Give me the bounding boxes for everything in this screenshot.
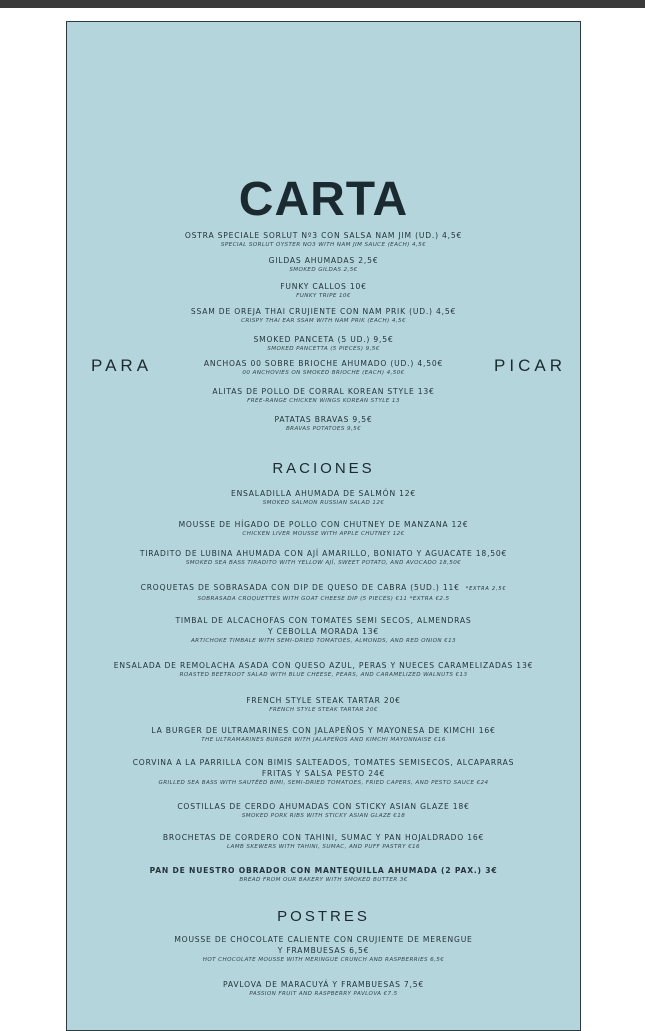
item-translation: CRISPY THAI EAR SSAM WITH NAM PRIK (EACH) 4,5€ xyxy=(241,318,406,324)
menu-item xyxy=(67,281,580,301)
menu-item xyxy=(67,615,580,646)
item-translation: FREE-RANGE CHICKEN WINGS KOREAN STYLE 13 xyxy=(247,398,400,404)
item-name-row xyxy=(67,582,580,595)
menu-item xyxy=(67,979,580,999)
item-translation: BRAVAS POTATOES 9,5€ xyxy=(285,426,362,432)
item-name-cont: Y CEBOLLA MORADA 13€ xyxy=(268,627,379,636)
item-name: FUNKY CALLOS 10€ xyxy=(280,282,367,291)
menu-item xyxy=(67,865,580,885)
menu-item xyxy=(67,725,580,745)
item-translation: CHICKEN LIVER MOUSSE WITH APPLE CHUTNEY 12€ xyxy=(242,531,405,537)
menu-item xyxy=(67,695,580,715)
menu-item xyxy=(67,757,580,788)
item-translation: FRENCH STYLE STEAK TARTAR 20€ xyxy=(269,707,378,713)
item-name: GILDAS AHUMADAS 2,5€ xyxy=(268,256,379,265)
menu-item xyxy=(67,306,580,326)
item-name: TIRADITO DE LUBINA AHUMADA CON AJÍ AMARILLO, BONIATO Y AGUACATE 18,50€ xyxy=(139,549,508,558)
section-heading-postres: POSTRES xyxy=(277,908,370,925)
menu-item xyxy=(67,660,580,680)
menu-item xyxy=(67,801,580,821)
item-name: LA BURGER DE ULTRAMARINES CON JALAPEÑOS Y MAYONESA DE KIMCHI 16€ xyxy=(151,726,496,735)
item-name: MOUSSE DE CHOCOLATE CALIENTE CON CRUJIENTE DE MERENGUE xyxy=(174,935,473,944)
item-name: ENSALADILLA AHUMADA DE SALMÓN 12€ xyxy=(230,489,417,498)
menu-item xyxy=(67,358,580,378)
item-translation: ARTICHOKE TIMBALE WITH SEMI-DRIED TOMATOES, ALMONDS, AND RED ONION €13 xyxy=(190,638,457,644)
item-name: BROCHETAS DE CORDERO CON TAHINI, SUMAC Y PAN HOJALDRADO 16€ xyxy=(162,833,485,842)
window-top-bar xyxy=(0,0,645,8)
item-name: PAVLOVA DE MARACUYÁ Y FRAMBUESAS 7,5€ xyxy=(222,980,425,989)
item-translation: SOBRASADA CROQUETTES WITH GOAT CHEESE DIP (5 PIECES) €11 *EXTRA €2.5 xyxy=(197,596,450,602)
item-name: FRENCH STYLE STEAK TARTAR 20€ xyxy=(246,696,401,705)
menu-item xyxy=(67,230,580,250)
item-translation: SMOKED PANCETTA (5 PIECES) 9,5€ xyxy=(267,346,380,352)
item-translation: HOT CHOCOLATE MOUSSE WITH MERINGUE CRUNCH AND RASPBERRIES 6,5€ xyxy=(202,957,445,963)
menu-item xyxy=(67,414,580,434)
menu-item xyxy=(67,519,580,539)
side-label-para: PARA xyxy=(91,356,153,375)
item-name-cont: FRITAS Y SALSA PESTO 24€ xyxy=(261,769,386,778)
item-translation: SMOKED SEA BASS TIRADITO WITH YELLOW AJÍ, SWEET POTATO, AND AVOCADO 18,50€ xyxy=(185,560,462,566)
item-name: TIMBAL DE ALCACHOFAS CON TOMATES SEMI SECOS, ALMENDRAS xyxy=(175,616,472,625)
section-heading-raciones: RACIONES xyxy=(272,460,375,477)
menu-item xyxy=(67,386,580,406)
item-translation: 00 ANCHOVIES ON SMOKED BRIOCHE (EACH) 4,50€ xyxy=(242,370,405,376)
item-translation: GRILLED SEA BASS WITH SAUTÉED BIMI, SEMI-DRIED TOMATOES, FRIED CAPERS, AND PESTO SAUCE €24 xyxy=(158,780,489,786)
menu-item xyxy=(67,832,580,852)
menu-item xyxy=(67,488,580,508)
item-name-cont: Y FRAMBUESAS 6,5€ xyxy=(277,946,370,955)
item-name: SSAM DE OREJA THAI CRUJIENTE CON NAM PRIK (UD.) 4,5€ xyxy=(190,307,457,316)
item-translation: SMOKED PORK RIBS WITH STICKY ASIAN GLAZE €18 xyxy=(241,813,406,819)
menu-item xyxy=(67,548,580,568)
item-translation: PASSION FRUIT AND RASPBERRY PAVLOVA €7.5 xyxy=(249,991,398,997)
item-name: PATATAS BRAVAS 9,5€ xyxy=(274,415,373,424)
side-label-picar: PICAR xyxy=(494,356,566,375)
item-translation: SMOKED SALMON RUSSIAN SALAD 12€ xyxy=(262,500,385,506)
item-name: MOUSSE DE HÍGADO DE POLLO CON CHUTNEY DE MANZANA 12€ xyxy=(178,520,469,529)
menu-item xyxy=(67,934,580,965)
menu-item xyxy=(67,334,580,354)
item-translation: FUNKY TRIPE 10€ xyxy=(296,293,351,299)
item-name: COSTILLAS DE CERDO AHUMADAS CON STICKY ASIAN GLAZE 18€ xyxy=(177,802,470,811)
item-name: OSTRA SPECIALE SORLUT Nº3 CON SALSA NAM JIM (UD.) 4,5€ xyxy=(184,231,463,240)
menu-item xyxy=(67,582,580,604)
item-name: ALITAS DE POLLO DE CORRAL KOREAN STYLE 13€ xyxy=(212,387,435,396)
item-name: PAN DE NUESTRO OBRADOR CON MANTEQUILLA AHUMADA (2 PAX.) 3€ xyxy=(149,866,498,875)
item-extra: *EXTRA 2,5€ xyxy=(465,586,507,592)
item-name: SMOKED PANCETA (5 UD.) 9,5€ xyxy=(253,335,394,344)
item-name: CORVINA A LA PARRILLA CON BIMIS SALTEADOS, TOMATES SEMISECOS, ALCAPARRAS xyxy=(132,758,515,767)
page-title: CARTA xyxy=(238,173,409,226)
item-translation: THE ULTRAMARINES BURGER WITH JALAPEÑOS AND KIMCHI MAYONNAISE €16 xyxy=(201,737,446,743)
item-name: CROQUETAS DE SOBRASADA CON DIP DE QUESO DE CABRA (5UD.) 11€ xyxy=(140,583,460,592)
item-name: ENSALADA DE REMOLACHA ASADA CON QUESO AZUL, PERAS Y NUECES CARAMELIZADAS 13€ xyxy=(113,661,534,670)
item-name: ANCHOAS 00 SOBRE BRIOCHE AHUMADO (UD.) 4,50€ xyxy=(203,359,444,368)
item-translation: LAMB SKEWERS WITH TAHINI, SUMAC, AND PUFF PASTRY €16 xyxy=(227,844,420,850)
item-translation: SMOKED GILDAS 2,5€ xyxy=(289,267,358,273)
item-translation: BREAD FROM OUR BAKERY WITH SMOKED BUTTER 3€ xyxy=(239,877,408,883)
menu-item xyxy=(67,255,580,275)
item-translation: ROASTED BEETROOT SALAD WITH BLUE CHEESE, PEARS, AND CARAMELIZED WALNUTS €13 xyxy=(179,672,468,678)
menu-page xyxy=(66,21,581,1031)
item-translation: SPECIAL SORLUT OYSTER NO3 WITH NAM JIM SAUCE (EACH) 4,5€ xyxy=(220,242,427,248)
